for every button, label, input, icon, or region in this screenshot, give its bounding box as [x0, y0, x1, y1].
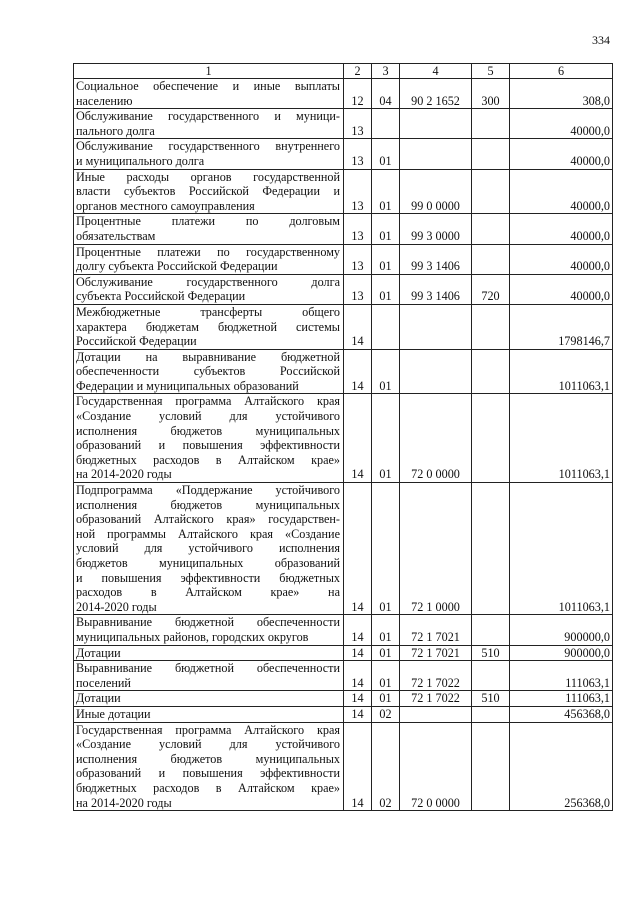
- expense-name-line: Российской Федерации: [76, 334, 197, 349]
- expense-name-line: долгу субъекта Российской Федерации: [76, 259, 278, 274]
- expense-name-line: поселений: [76, 675, 131, 690]
- cell-section: 14: [344, 645, 372, 661]
- cell-section: 14: [344, 615, 372, 645]
- expense-name-line: 2014-2020 годы: [76, 599, 157, 614]
- cell-target-article: 99 3 1406: [400, 274, 472, 304]
- expense-name-line: Государственная программа Алтайского края: [76, 722, 340, 737]
- table-row: [74, 169, 613, 214]
- table-row: [74, 722, 613, 811]
- table-row: [74, 109, 613, 139]
- cell-subsection: 02: [372, 706, 400, 722]
- expense-name-line: Обслуживание государственного и муници-: [76, 109, 340, 124]
- table-row: [74, 349, 613, 394]
- cell-expense-type: 300: [472, 79, 510, 109]
- expense-name-line: Обслуживание государственного долга: [76, 274, 340, 289]
- cell-target-article: 90 2 1652: [400, 79, 472, 109]
- expense-name-line: на 2014-2020 годы: [76, 467, 172, 482]
- page-number: 334: [592, 33, 610, 47]
- cell-subsection: [372, 109, 400, 139]
- table-header-row: [74, 64, 613, 79]
- expense-name-line: «Создание условий для устойчивого: [76, 737, 340, 752]
- cell-subsection: 01: [372, 214, 400, 244]
- expense-name-line: Выравнивание бюджетной обеспеченности: [76, 615, 340, 630]
- cell-amount: 111063,1: [510, 691, 613, 707]
- cell-section: 14: [344, 706, 372, 722]
- expense-name-line: исполнения бюджетов муниципальных: [76, 497, 340, 512]
- table-row: [74, 615, 613, 645]
- expense-name-line: муниципальных районов, городских округов: [76, 629, 309, 644]
- table-row: [74, 691, 613, 707]
- table-row: [74, 706, 613, 722]
- expense-name-line: образований и повышения эффективности: [76, 766, 340, 781]
- cell-expense-type: [472, 214, 510, 244]
- cell-expense-name: [74, 304, 344, 349]
- expense-name-line: субъекта Российской Федерации: [76, 289, 246, 304]
- expense-name-line: и повышения эффективности бюджетных: [76, 570, 340, 585]
- expense-name-line: обязательствам: [76, 228, 156, 243]
- expense-name-line: Дотации: [76, 645, 121, 660]
- cell-target-article: 72 1 7021: [400, 645, 472, 661]
- expense-name-line: Иные дотации: [76, 706, 151, 721]
- expense-name-line: Государственная программа Алтайского края: [76, 394, 340, 409]
- cell-expense-name: [74, 214, 344, 244]
- table-row: [74, 214, 613, 244]
- cell-expense-type: [472, 244, 510, 274]
- cell-target-article: 99 3 1406: [400, 244, 472, 274]
- expense-name-line: Федерации и муниципальных образований: [76, 378, 299, 393]
- expense-name-line: Выравнивание бюджетной обеспеченности: [76, 661, 340, 676]
- cell-amount: 456368,0: [510, 706, 613, 722]
- cell-expense-name: [74, 109, 344, 139]
- cell-subsection: [372, 304, 400, 349]
- expense-name-line: образований и повышения эффективности: [76, 438, 340, 453]
- expense-name-line: Процентные платежи по государственному: [76, 244, 340, 259]
- expense-name-line: исполнения бюджетов муниципальных: [76, 751, 340, 766]
- cell-expense-name: [74, 244, 344, 274]
- cell-expense-name: [74, 615, 344, 645]
- cell-amount: 40000,0: [510, 139, 613, 169]
- budget-table: [73, 63, 613, 811]
- cell-section: 13: [344, 109, 372, 139]
- cell-target-article: 72 1 7021: [400, 615, 472, 645]
- cell-expense-type: [472, 483, 510, 615]
- cell-section: 14: [344, 349, 372, 394]
- cell-amount: 1798146,7: [510, 304, 613, 349]
- cell-expense-type: [472, 169, 510, 214]
- expense-name-line: Дотации на выравнивание бюджетной: [76, 349, 340, 364]
- cell-expense-type: [472, 615, 510, 645]
- header-cell-sum: 6: [510, 64, 613, 79]
- cell-subsection: 01: [372, 274, 400, 304]
- expense-name-line: Подпрограмма «Поддержание устойчивого: [76, 483, 340, 498]
- expense-name-line: пального долга: [76, 123, 155, 138]
- cell-target-article: 72 1 0000: [400, 483, 472, 615]
- expense-name-line: характера бюджетам бюджетной системы: [76, 319, 340, 334]
- expense-name-line: на 2014-2020 годы: [76, 795, 172, 810]
- cell-expense-type: [472, 661, 510, 691]
- cell-section: 13: [344, 169, 372, 214]
- cell-expense-type: [472, 722, 510, 811]
- cell-target-article: [400, 349, 472, 394]
- cell-subsection: 01: [372, 394, 400, 483]
- table-row: [74, 139, 613, 169]
- cell-amount: 40000,0: [510, 109, 613, 139]
- cell-subsection: 02: [372, 722, 400, 811]
- cell-section: 13: [344, 139, 372, 169]
- cell-subsection: 01: [372, 169, 400, 214]
- expense-name-line: органов местного самоуправления: [76, 198, 255, 213]
- cell-section: 14: [344, 394, 372, 483]
- table-row: [74, 244, 613, 274]
- cell-target-article: [400, 109, 472, 139]
- cell-amount: 40000,0: [510, 274, 613, 304]
- expense-name-line: и муниципального долга: [76, 153, 205, 168]
- cell-subsection: 01: [372, 691, 400, 707]
- expense-name-line: Процентные платежи по долговым: [76, 214, 340, 229]
- cell-expense-type: [472, 394, 510, 483]
- cell-expense-type: [472, 109, 510, 139]
- expense-name-line: образований Алтайского края» государствен-: [76, 512, 340, 527]
- cell-subsection: 01: [372, 244, 400, 274]
- table-row: [74, 274, 613, 304]
- expense-name-line: условий для устойчивого исполнения: [76, 541, 340, 556]
- expense-name-line: Межбюджетные трансферты общего: [76, 304, 340, 319]
- expense-name-line: бюджетных расходов в Алтайском крае»: [76, 452, 340, 467]
- cell-expense-name: [74, 706, 344, 722]
- cell-section: 12: [344, 79, 372, 109]
- cell-target-article: [400, 139, 472, 169]
- cell-expense-name: [74, 349, 344, 394]
- cell-expense-name: [74, 274, 344, 304]
- cell-subsection: 04: [372, 79, 400, 109]
- table-row: [74, 661, 613, 691]
- expense-name-line: расходов в Алтайском крае» на: [76, 585, 340, 600]
- cell-section: 13: [344, 244, 372, 274]
- cell-subsection: 01: [372, 349, 400, 394]
- table-row: [74, 79, 613, 109]
- cell-amount: 1011063,1: [510, 394, 613, 483]
- cell-expense-type: [472, 349, 510, 394]
- expense-name-line: обеспеченности субъектов Российской: [76, 364, 340, 379]
- expense-name-line: ной программы Алтайского края «Создание: [76, 526, 340, 541]
- cell-subsection: 01: [372, 645, 400, 661]
- cell-amount: 40000,0: [510, 214, 613, 244]
- table-row: [74, 304, 613, 349]
- cell-expense-name: [74, 691, 344, 707]
- table-row: [74, 483, 613, 615]
- table-row: [74, 394, 613, 483]
- cell-amount: 111063,1: [510, 661, 613, 691]
- header-cell-rz: 2: [344, 64, 372, 79]
- cell-section: 14: [344, 661, 372, 691]
- cell-section: 14: [344, 722, 372, 811]
- cell-target-article: [400, 706, 472, 722]
- cell-target-article: 72 1 7022: [400, 691, 472, 707]
- cell-expense-type: 510: [472, 645, 510, 661]
- cell-amount: 900000,0: [510, 645, 613, 661]
- cell-expense-name: [74, 722, 344, 811]
- expense-name-line: власти субъектов Российской Федерации и: [76, 184, 340, 199]
- header-cell-csr: 4: [400, 64, 472, 79]
- cell-amount: 1011063,1: [510, 349, 613, 394]
- cell-expense-name: [74, 139, 344, 169]
- expense-name-line: Обслуживание государственного внутреннего: [76, 139, 340, 154]
- cell-target-article: 99 3 0000: [400, 214, 472, 244]
- cell-amount: 308,0: [510, 79, 613, 109]
- expense-name-line: исполнения бюджетов муниципальных: [76, 423, 340, 438]
- cell-subsection: 01: [372, 139, 400, 169]
- cell-section: 14: [344, 304, 372, 349]
- cell-target-article: 72 1 7022: [400, 661, 472, 691]
- cell-expense-type: [472, 706, 510, 722]
- cell-amount: 40000,0: [510, 244, 613, 274]
- cell-target-article: 72 0 0000: [400, 394, 472, 483]
- expense-name-line: бюджетов муниципальных образований: [76, 556, 340, 570]
- cell-expense-type: 510: [472, 691, 510, 707]
- header-cell-pr: 3: [372, 64, 400, 79]
- header-cell-vr: 5: [472, 64, 510, 79]
- header-cell-name: 1: [74, 64, 344, 79]
- cell-expense-name: [74, 169, 344, 214]
- cell-section: 13: [344, 214, 372, 244]
- cell-amount: 256368,0: [510, 722, 613, 811]
- expense-name-line: Социальное обеспечение и иные выплаты: [76, 79, 340, 93]
- cell-subsection: 01: [372, 483, 400, 615]
- budget-table-body: [74, 64, 613, 811]
- cell-expense-type: [472, 139, 510, 169]
- expense-name-line: бюджетных расходов в Алтайском крае»: [76, 780, 340, 795]
- cell-expense-name: [74, 483, 344, 615]
- table-row: [74, 645, 613, 661]
- cell-expense-name: [74, 79, 344, 109]
- cell-expense-type: [472, 304, 510, 349]
- cell-amount: 40000,0: [510, 169, 613, 214]
- cell-expense-name: [74, 645, 344, 661]
- expense-name-line: «Создание условий для устойчивого: [76, 409, 340, 424]
- cell-expense-type: 720: [472, 274, 510, 304]
- cell-target-article: 72 0 0000: [400, 722, 472, 811]
- cell-amount: 1011063,1: [510, 483, 613, 615]
- cell-section: 14: [344, 691, 372, 707]
- cell-expense-name: [74, 394, 344, 483]
- expense-name-line: населению: [76, 93, 133, 108]
- cell-target-article: [400, 304, 472, 349]
- cell-section: 14: [344, 483, 372, 615]
- cell-section: 13: [344, 274, 372, 304]
- cell-subsection: 01: [372, 615, 400, 645]
- cell-target-article: 99 0 0000: [400, 169, 472, 214]
- cell-amount: 900000,0: [510, 615, 613, 645]
- expense-name-line: Дотации: [76, 691, 121, 706]
- cell-expense-name: [74, 661, 344, 691]
- cell-subsection: 01: [372, 661, 400, 691]
- expense-name-line: Иные расходы органов государственной: [76, 169, 340, 184]
